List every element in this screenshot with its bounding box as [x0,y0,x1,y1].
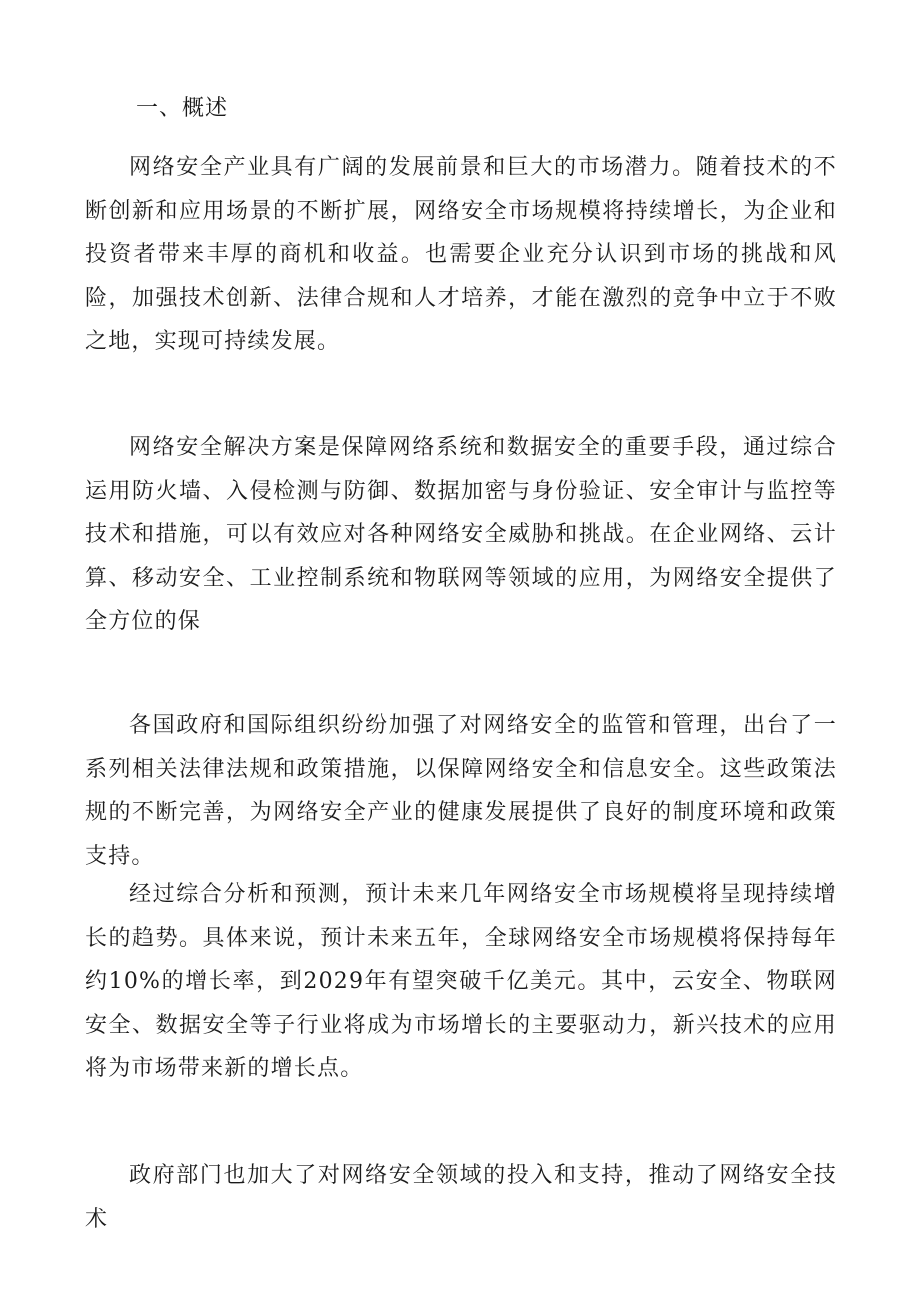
paragraph-security-solutions: 网络安全解决方案是保障网络系统和数据安全的重要手段，通过综合运用防火墙、入侵检测与防御、数据加密与身份验证、安全审计与监控等技术和措施，可以有效应对各种网络安全威胁和挑战。在企业网络、云计算、移动安全、工业控制系统和物联网等领域的应用，为网络安全提供了全方位的保 [85,435,837,634]
paragraph-market-forecast: 经过综合分析和预测，预计未来几年网络安全市场规模将呈现持续增长的趋势。具体来说，预计未来五年，全球网络安全市场规模将保持每年约10%的增长率，到2029年有望突破千亿美元。其中，云安全、物联网安全、数据安全等子行业将成为市场增长的主要驱动力，新兴技术的应用将为市场带来新的增长点。 [85,882,837,1081]
section-heading: 一、概述 [136,96,229,121]
paragraph-market-outlook: 网络安全产业具有广阔的发展前景和巨大的市场潜力。随着技术的不断创新和应用场景的不断扩展，网络安全市场规模将持续增长，为企业和投资者带来丰厚的商机和收益。也需要企业充分认识到市场的挑战和风险，加强技术创新、法律合规和人才培养，才能在激烈的竞争中立于不败之地，实现可持续发展。 [85,155,837,354]
paragraph-regulation: 各国政府和国际组织纷纷加强了对网络安全的监管和管理，出台了一系列相关法律法规和政策措施，以保障网络安全和信息安全。这些政策法规的不断完善，为网络安全产业的健康发展提供了良好的制度环境和政策支持。 [85,713,837,869]
paragraph-government-investment: 政府部门也加大了对网络安全领域的投入和支持，推动了网络安全技术 [85,1163,837,1232]
